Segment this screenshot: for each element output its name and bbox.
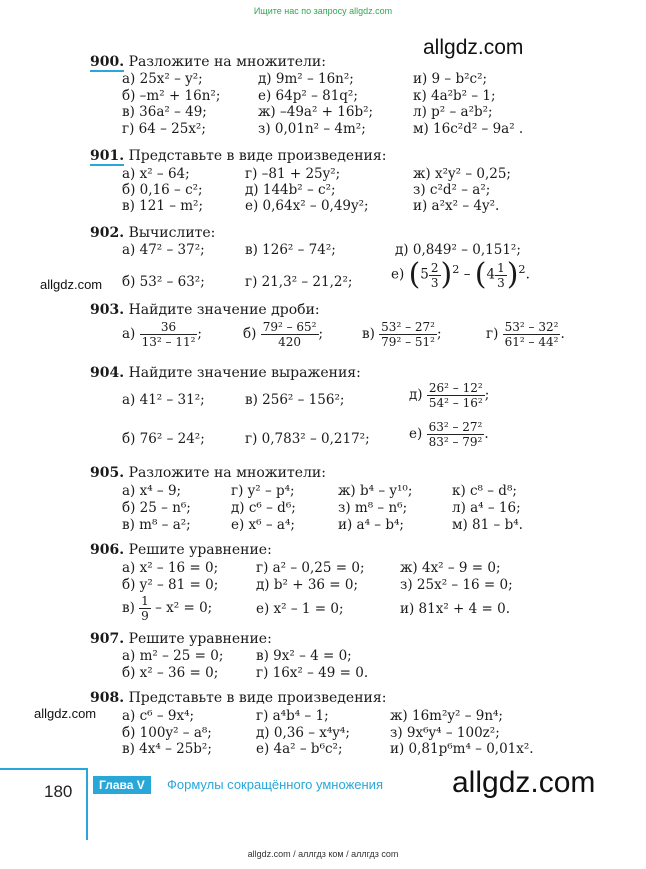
bottom-links[interactable]: allgdz.com / аллгдз ком / аллгдз com: [247, 849, 399, 859]
item: е) x² – 1 = 0;: [256, 601, 344, 617]
problem-906-heading: [90, 542, 272, 558]
item: е) 4a² – b⁶c²;: [256, 741, 343, 757]
item: з) c²d² – a²;: [413, 182, 491, 198]
item: в) 4x⁴ – 25b²;: [122, 741, 212, 757]
problem-number: 902.: [90, 225, 125, 241]
chapter-title: Формулы сокращённого умножения: [167, 777, 383, 792]
problem-title: Разложите на множители:: [128, 54, 326, 70]
problem-905-heading: [90, 465, 326, 481]
item: ж) x²y² – 0,25;: [413, 166, 511, 182]
item: к) c⁸ – d⁸;: [452, 483, 517, 499]
item: з) 0,01n² – 4m²;: [258, 121, 366, 137]
item: г) 0,783² – 0,217²;: [245, 431, 370, 447]
problem-908-heading: [90, 690, 386, 706]
item: а) 47² – 37²;: [122, 242, 205, 258]
problem-title: Решите уравнение:: [128, 631, 272, 647]
footer-vertical-divider: [86, 768, 88, 840]
problem-title: Представьте в виде произведения:: [128, 690, 387, 706]
problem-902-heading: [90, 225, 215, 241]
problem-number: 901.: [90, 148, 125, 164]
item: г) 21,3² – 21,2²;: [245, 274, 353, 290]
problem-title: Представьте в виде произведения:: [128, 148, 387, 164]
item: е) x⁶ – a⁴;: [231, 517, 295, 533]
problem-number: 904.: [90, 365, 125, 381]
footer-divider: [0, 768, 86, 770]
problem-903-heading: [90, 302, 320, 318]
watermark-top-right: allgdz.com: [423, 36, 524, 59]
item: л) a⁴ – 16;: [452, 500, 521, 516]
item: д) c⁶ – d⁶;: [231, 500, 296, 516]
item: д) 0,36 – x⁴y⁴;: [256, 725, 350, 741]
item: в) 126² – 74²;: [245, 242, 336, 258]
item: а) 25x² – y²;: [122, 71, 203, 87]
site-banner[interactable]: Ищите нас по запросу allgdz.com: [253, 6, 393, 16]
item: г) 64 – 25x²;: [122, 121, 206, 137]
problem-907-heading: [90, 631, 272, 647]
item: в) 121 – m²;: [122, 198, 204, 214]
item: а) c⁶ – 9x⁴;: [122, 708, 195, 724]
item: з) 9x⁶y⁴ – 100z²;: [390, 725, 500, 741]
item: а) x² – 64;: [122, 166, 190, 182]
item: в) 36a² – 49;: [122, 104, 207, 120]
item: б) y² – 81 = 0;: [122, 577, 219, 593]
item: ж) b⁴ – y¹⁰;: [338, 483, 413, 499]
item: и) 81x² + 4 = 0.: [400, 601, 511, 617]
item: б) 53² – 63²;: [122, 274, 205, 290]
item: а) 41² – 31²;: [122, 392, 205, 408]
chapter-badge: Глава V: [93, 776, 151, 794]
item-903-a: а) $\frac{36}{\text{13² – 11²}}$ ;: [122, 320, 202, 349]
item: б) 76² – 24²;: [122, 431, 205, 447]
page-number: 180: [44, 782, 73, 801]
item: д) b² + 36 = 0;: [256, 577, 359, 593]
item: з) 25x² – 16 = 0;: [400, 577, 513, 593]
item-902-e: е) (5 $\frac{2}{3}$ )$^2$ – (4 $\frac{1}{3}$ )$^2$.: [391, 257, 530, 292]
problem-904-heading: [90, 365, 361, 381]
problem-title: Найдите значение выражения:: [128, 365, 361, 381]
item: з) m⁸ – n⁶;: [338, 500, 408, 516]
item: г) 16x² – 49 = 0.: [256, 665, 369, 681]
item: б) 100y² – a⁸;: [122, 725, 212, 741]
item: и) 9 – b²c²;: [413, 71, 488, 87]
item: в) 9x² – 4 = 0;: [256, 648, 352, 664]
item: а) x² – 16 = 0;: [122, 560, 219, 576]
item: г) –81 + 25y²;: [245, 166, 341, 182]
item: г) a⁴b⁴ – 1;: [256, 708, 329, 724]
item: ж) 4x² – 9 = 0;: [400, 560, 501, 576]
item: б) –m² + 16n²;: [122, 88, 221, 104]
item: и) a²x² – 4y².: [413, 198, 500, 214]
item: м) 16c²d² – 9a² .: [413, 121, 524, 137]
item: г) y² – p⁴;: [231, 483, 295, 499]
item: ж) –49a² + 16b²;: [258, 104, 374, 120]
item: б) x² – 36 = 0;: [122, 665, 219, 681]
problem-number: 903.: [90, 302, 125, 318]
problem-number: 907.: [90, 631, 125, 647]
item: а) m² – 25 = 0;: [122, 648, 224, 664]
problem-number: 900.: [90, 54, 125, 70]
item: г) a² – 0,25 = 0;: [256, 560, 365, 576]
item-903-d: г) $\frac{\text{53² – 32²}}{\text{61² – 44²}}$ .: [486, 320, 565, 349]
item: д) 0,849² – 0,151²;: [395, 242, 521, 258]
item-904-d: д) $\frac{\text{26² – 12²}}{\text{54² – 16²}}$ ;: [409, 381, 490, 410]
item: е) 0,64x² – 0,49y²;: [245, 198, 369, 214]
item-904-e: е) $\frac{\text{63² – 27²}}{\text{83² – 79²}}$ .: [409, 420, 489, 449]
item: и) a⁴ – b⁴;: [338, 517, 404, 533]
item-906-v: в) $\frac{1}{9}$ – x² = 0;: [122, 594, 213, 623]
item: л) p² – a²b²;: [413, 104, 493, 120]
problem-number: 908.: [90, 690, 125, 706]
item: д) 9m² – 16n²;: [258, 71, 354, 87]
item: е) 64p² – 81q²;: [258, 88, 358, 104]
item: ж) 16m²y² – 9n⁴;: [390, 708, 503, 724]
item: д) 144b² – c²;: [245, 182, 336, 198]
item: а) x⁴ – 9;: [122, 483, 182, 499]
item: в) 256² – 156²;: [245, 392, 345, 408]
problem-900-heading: [90, 54, 326, 70]
watermark-left-low: allgdz.com: [34, 706, 97, 721]
item: м) 81 – b⁴.: [452, 517, 523, 533]
watermark-left-mid: allgdz.com: [40, 277, 103, 292]
item: в) m⁸ – a²;: [122, 517, 191, 533]
problem-number: 905.: [90, 465, 125, 481]
item-903-b: б) $\frac{\text{79² – 65²}}{420}$ ;: [243, 320, 324, 349]
item: и) 0,81p⁶m⁴ – 0,01x².: [390, 741, 534, 757]
item: б) 25 – n⁶;: [122, 500, 191, 516]
problem-number: 906.: [90, 542, 125, 558]
watermark-footer: allgdz.com: [452, 766, 596, 799]
item: к) 4a²b² – 1;: [413, 88, 496, 104]
problem-title: Найдите значение дроби:: [128, 302, 320, 318]
problem-title: Решите уравнение:: [128, 542, 272, 558]
item-903-c: в) $\frac{\text{53² – 27²}}{\text{79² – 51²}}$ ;: [362, 320, 442, 349]
problem-title: Вычислите:: [128, 225, 216, 241]
problem-title: Разложите на множители:: [128, 465, 326, 481]
problem-901-heading: [90, 148, 386, 164]
item: б) 0,16 – c²;: [122, 182, 203, 198]
